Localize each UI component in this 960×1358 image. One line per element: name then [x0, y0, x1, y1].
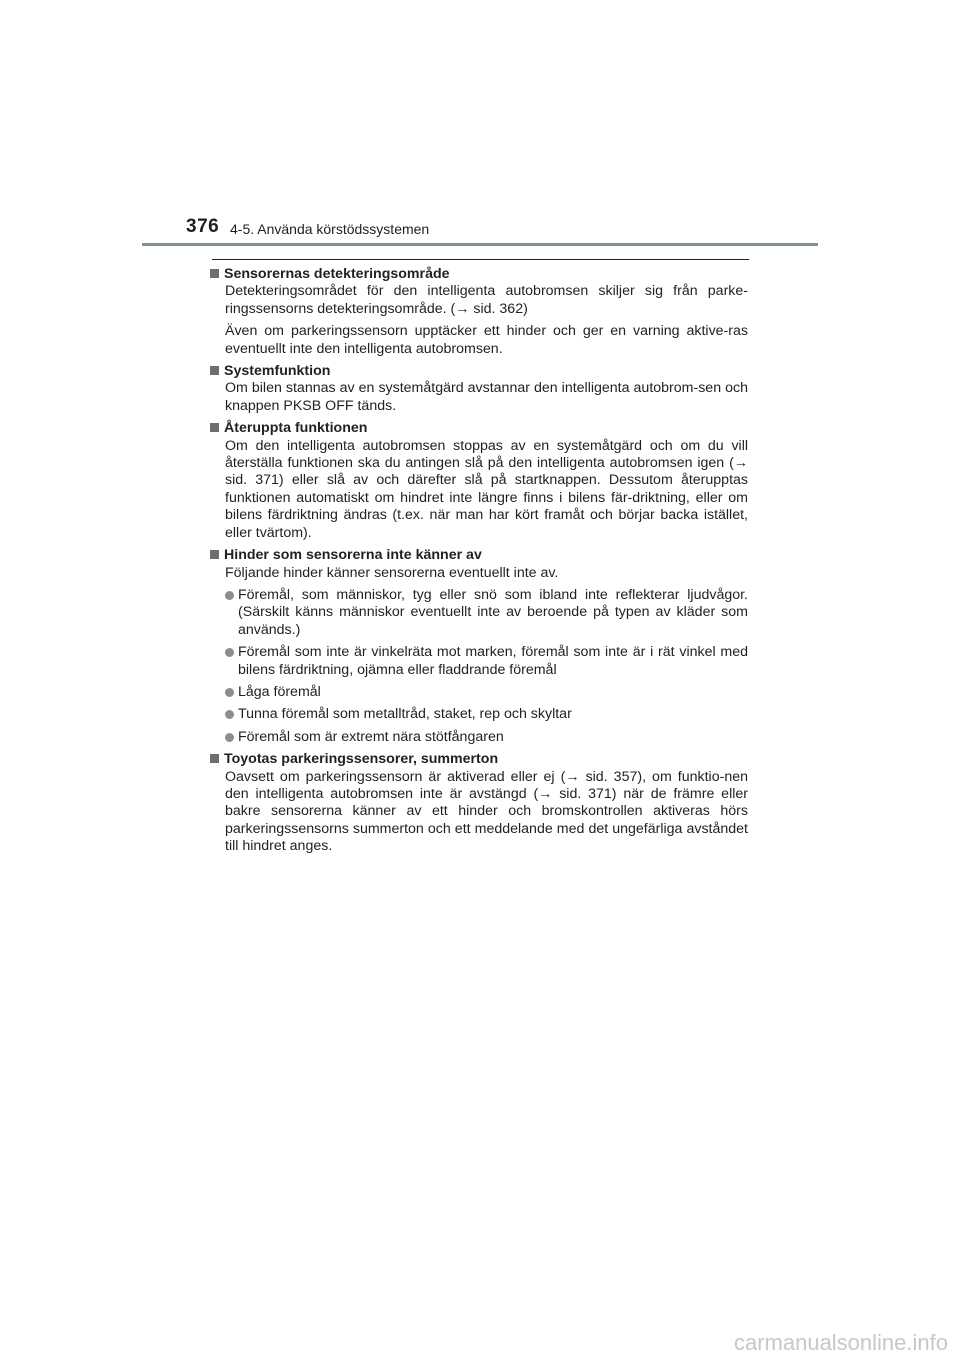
round-bullet-icon	[225, 733, 234, 742]
section-undetected-obstacles	[210, 547, 748, 746]
header-divider	[142, 243, 818, 246]
section-buzzer	[210, 751, 748, 855]
square-bullet-icon	[210, 550, 219, 559]
section-detection-area	[210, 266, 748, 358]
section-system-function	[210, 363, 748, 415]
round-bullet-icon	[225, 688, 234, 697]
square-bullet-icon	[210, 423, 219, 432]
square-bullet-icon	[210, 366, 219, 375]
page-number: 376	[186, 216, 220, 237]
manual-content	[210, 266, 748, 861]
section-heading: Toyotas parkeringssensorer, summerton	[210, 751, 748, 768]
section-resume-function	[210, 420, 748, 542]
section-heading: Hinder som sensorerna inte känner av	[210, 547, 748, 564]
watermark-text: carmanualsonline.info	[733, 1330, 948, 1355]
square-bullet-icon	[210, 269, 219, 278]
section-title: 4-5. Använda körstödssystemen	[230, 221, 430, 237]
list-item: Låga föremål	[225, 684, 748, 701]
round-bullet-icon	[225, 710, 234, 719]
paragraph: Om bilen stannas av en systemåtgärd avstannar den intelligenta autobrom-sen och knappen PKSB OFF tänds.	[225, 380, 748, 414]
paragraph: Följande hinder känner sensorerna eventuellt inte av.	[225, 564, 559, 581]
list-item: Föremål som är extremt nära stötfångaren	[225, 729, 748, 746]
paragraph: Oavsett om parkeringssensorn är aktiverad eller ej (→ sid. 357), om funktio-nen den intelligenta autobromsen inte är avstängd (→ sid. 371) när de främre eller bakre sensorerna känner av ett hinder och bromskontrollen aktiveras hörs parkeringssensorns summerton och ett meddelande med det ungefärliga avståndet till hindret anges.	[225, 768, 748, 855]
section-heading: Återuppta funktionen	[210, 420, 748, 437]
square-bullet-icon	[210, 754, 219, 763]
paragraph: Om den intelligenta autobromsen stoppas av en systemåtgärd och om du vill återställa funktionen ska du antingen slå på den intelligenta autobromsen igen (→ sid. 371) eller slå av och därefter slå på startknappen. Dessutom återupptas funktionen automatiskt om hindret inte längre finns i bilens fär-driktning, eller om bilens färdriktning ändras (t.ex. när man har kört framåt och börjar backa istället, eller tvärtom).	[225, 437, 748, 541]
paragraph: Detekteringsområdet för den intelligenta autobromsen skiljer sig från parke-ringssensorns detekteringsområde. (→ sid. 362)	[225, 283, 748, 317]
list-item: Föremål, som människor, tyg eller snö som ibland inte reflekterar ljudvågor. (Särskilt känns människor eventuellt inte av beroende på typen av kläder som används.)	[225, 587, 748, 639]
page-header	[0, 0, 960, 250]
round-bullet-icon	[225, 648, 234, 657]
section-heading: Systemfunktion	[210, 363, 748, 380]
round-bullet-icon	[225, 591, 234, 600]
list-item: Tunna föremål som metalltråd, staket, rep och skyltar	[225, 706, 748, 723]
content-top-divider	[212, 259, 749, 260]
section-heading: Sensorernas detekteringsområde	[210, 266, 748, 283]
obstacle-list	[210, 587, 748, 746]
paragraph: Även om parkeringssensorn upptäcker ett hinder och ger en varning aktive-ras eventuellt inte den intelligenta autobromsen.	[225, 323, 748, 357]
list-item: Föremål som inte är vinkelräta mot marken, föremål som inte är i rät vinkel med bilens färdriktning, ojämna eller fladdrande föremål	[225, 644, 748, 679]
